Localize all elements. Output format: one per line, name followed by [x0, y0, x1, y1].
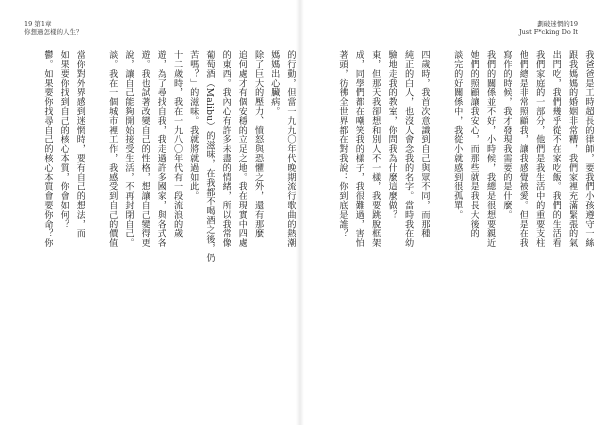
- right-page: [304, 0, 600, 425]
- text-column: 她們的照顧讓我安心，而那些就是我長大後的: [468, 50, 480, 238]
- text-column: 說，讓自己能夠開始接受生活，不再封閉自己。: [122, 50, 134, 248]
- text-column: 當你對外界感到迷惘時，要有自己的想法，而: [74, 50, 86, 238]
- text-column: 媽媽出心臟病。: [268, 50, 280, 116]
- text-column: 除了巨大的壓力、憤怒與恐懼之外，還有那麼: [252, 50, 264, 238]
- text-column: 的東西。我內心有許多未盡的情緒，所以我常像: [220, 50, 232, 248]
- text-column: 著頭，彷彿全世界都在對我說：你到底是誰？: [336, 50, 348, 238]
- text-column: 談。我在一個城市裡工作，我感受到自己的價值: [106, 50, 118, 248]
- text-column: 遊。我也試著改變自己的性格，想讓自己變得更: [139, 50, 151, 248]
- left-running-header: [24, 20, 83, 36]
- left-page: [0, 0, 296, 425]
- text-column: 鬱。如果要你找尋自己的核心本質會要你命？你: [41, 50, 53, 248]
- text-column: 苦嗎？」的滋味。我就將就過如此。: [187, 50, 199, 201]
- book-gutter: [296, 0, 304, 425]
- right-running-header: [519, 20, 578, 36]
- text-column: 的行動，但當一九九〇年代晚期流行歌曲的熱潮: [284, 50, 296, 248]
- text-column: 遊，為了尋找自我，我走過許多國家，與各式各: [155, 50, 167, 248]
- left-header-chapter: 19 第1章: [24, 20, 52, 28]
- text-column: [430, 50, 446, 380]
- text-column: 我們的關係並不好，小時候，我總是很想要親近: [484, 50, 496, 248]
- text-column: [85, 50, 101, 380]
- right-header-subtitle: Just F*cking Do It: [518, 28, 578, 36]
- right-header-title: 劃破迷惘的19: [537, 20, 578, 28]
- text-column: 東，但那天我卻想和別人不一樣，我要跳脫框架: [369, 50, 381, 248]
- text-column: 跟我媽媽的婚姻非常糟，我們家裡充滿緊張的氣: [566, 50, 578, 248]
- text-column: 成，同學們都在嘲笑我的樣子，我很難過，害怕: [353, 50, 365, 248]
- text-column: 驗地走我的教室，你問我為什麼這麼做？: [386, 50, 398, 220]
- text-column: 我們家庭的一部分，他們是我生活中的重要支柱: [533, 50, 545, 248]
- text-column: 葡萄酒（Malibu）的滋味，在我都不喝酒之後，仍: [203, 50, 215, 263]
- text-column: 純正的白人，也沒人會念我的名字。當時我在幼: [402, 50, 414, 248]
- text-column: 談完的好關係中，我從小就感到很孤單。: [451, 50, 463, 220]
- text-column: 追何處才有個安穩的立足之地。我在現實中四處: [236, 50, 248, 248]
- text-column: 我爸爸是工時超長的律師，要我們小孩遵守一絲: [582, 50, 594, 248]
- left-header-title: 你想過怎樣的人生？: [24, 28, 83, 36]
- text-column: 出門吃，我們幾乎從不在家吃飯。我們的生活看: [550, 50, 562, 248]
- text-column: 他們總是非常照顧我，讓我感覺被愛。但是在我: [517, 50, 529, 248]
- text-column: 寫作的時候，我才發現我需要的是什麼。: [500, 50, 512, 220]
- text-column: 十二歲時，我在一九八〇年代有一段流浪的歲: [171, 50, 183, 238]
- text-column: 如果要你找到自己的核心本質，你會如何？: [58, 50, 70, 229]
- text-column: 四歲時，我首次意識到自己與眾不同，而那種: [418, 50, 430, 238]
